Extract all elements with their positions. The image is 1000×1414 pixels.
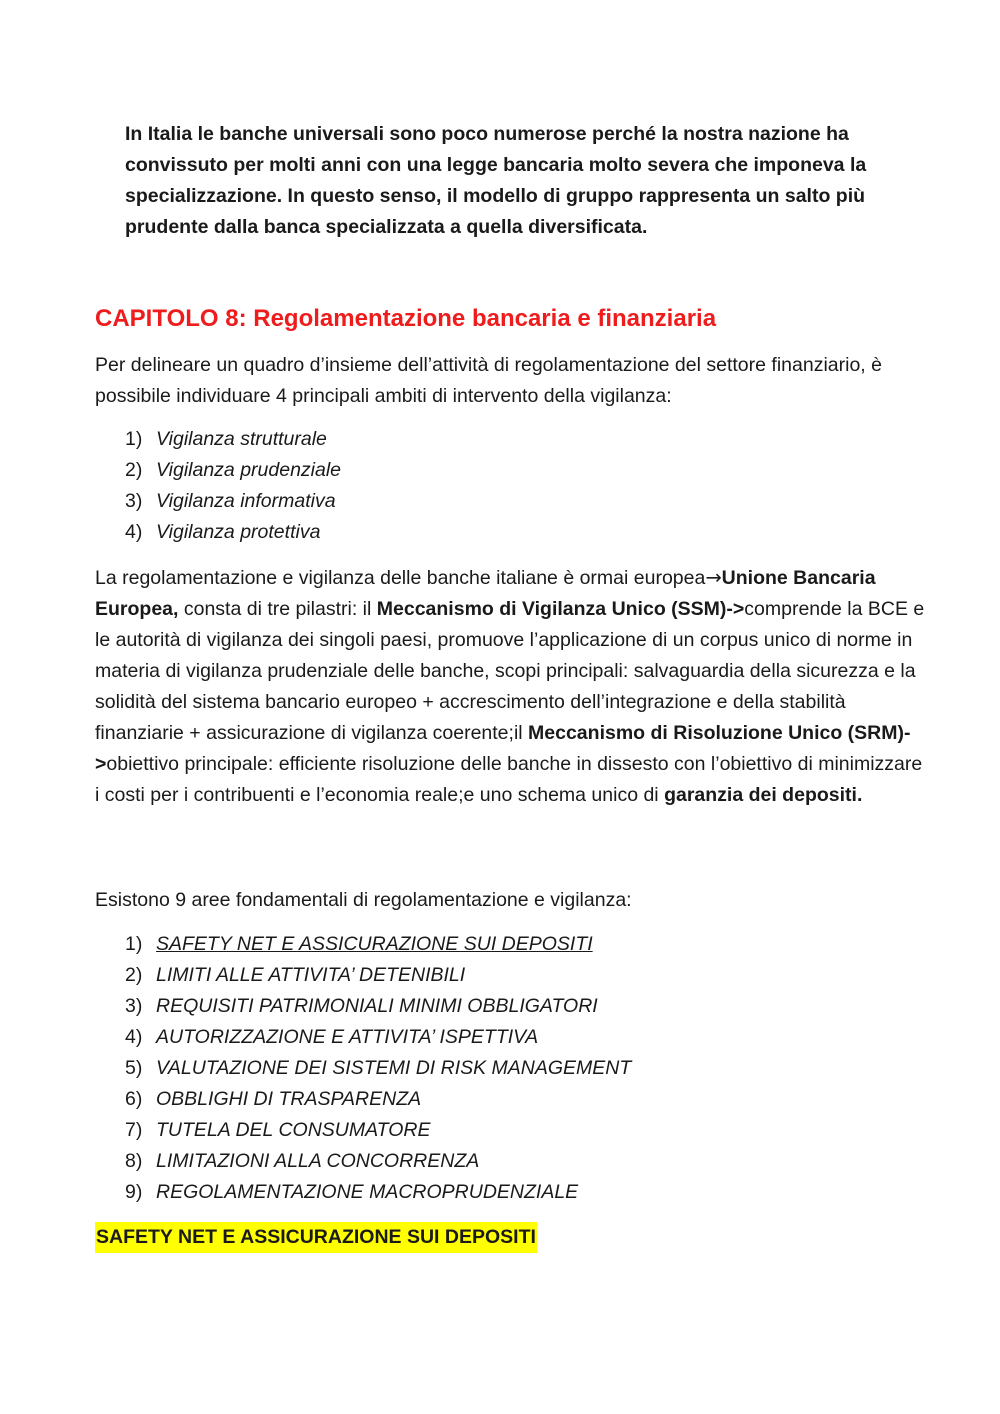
list-item xyxy=(125,424,341,455)
text-segment: obiettivo principale: efficiente risoluzione delle banche in dissesto con l’obiettivo di minimizzare i costi per i contribuenti e l’economia reale;e uno schema unico di xyxy=(95,753,923,806)
list-item-text: TUTELA DEL CONSUMATORE xyxy=(156,1119,431,1141)
list-number: 1) xyxy=(125,428,143,450)
paragraph-aree-intro: Esistono 9 aree fondamentali di regolamentazione e vigilanza: xyxy=(95,889,632,911)
list-item-text: LIMITAZIONI ALLA CONCORRENZA xyxy=(156,1150,480,1172)
text-segment: consta di tre pilastri: il xyxy=(178,598,377,620)
list-number: 1) xyxy=(125,933,143,955)
list-number: 5) xyxy=(125,1057,143,1079)
list-item xyxy=(125,991,631,1022)
list-item xyxy=(125,1115,631,1146)
list-number: 2) xyxy=(125,964,143,986)
list-number: 4) xyxy=(125,1026,143,1048)
list-item xyxy=(125,929,631,960)
bold-term-srm: Meccanismo di Risoluzione Unico (SRM)-> xyxy=(95,722,911,775)
paragraph-unione-bancaria xyxy=(95,562,925,811)
list-item-text: VALUTAZIONE DEI SISTEMI DI RISK MANAGEMENT xyxy=(156,1057,632,1079)
paragraph-vigilanza-intro: Per delineare un quadro d’insieme dell’attività di regolamentazione del settore finanziario, è possibile individuare 4 principali ambiti di intervento della vigilanza: xyxy=(95,354,882,407)
list-item xyxy=(125,1084,631,1115)
list-item xyxy=(125,960,631,991)
arrow-right-icon: → xyxy=(705,566,722,589)
list-item-text: REQUISITI PATRIMONIALI MINIMI OBBLIGATORI xyxy=(156,995,598,1017)
list-item-text: Vigilanza informativa xyxy=(156,490,336,512)
bold-term-ssm: Meccanismo di Vigilanza Unico (SSM)-> xyxy=(376,598,745,620)
list-number: 3) xyxy=(125,995,143,1017)
section-heading-highlighted: SAFETY NET E ASSICURAZIONE SUI DEPOSITI xyxy=(95,1222,537,1253)
list-item-text: AUTORIZZAZIONE E ATTIVITA’ ISPETTIVA xyxy=(156,1026,539,1048)
list-item-text: LIMITI ALLE ATTIVITA’ DETENIBILI xyxy=(156,964,466,986)
aree-list xyxy=(125,929,631,1208)
list-number: 6) xyxy=(125,1088,143,1110)
list-item xyxy=(125,1053,631,1084)
list-number: 8) xyxy=(125,1150,143,1172)
bold-term-unione-bancaria: Unione Bancaria Europea, xyxy=(95,567,876,620)
list-item xyxy=(125,517,341,548)
list-number: 2) xyxy=(125,459,143,481)
list-item xyxy=(125,1146,631,1177)
bold-term-garanzia-depositi: garanzia dei depositi. xyxy=(664,784,863,806)
intro-paragraph: In Italia le banche universali sono poco numerose perché la nostra nazione ha convissuto per molti anni con una legge bancaria molto severa che imponeva la specializzazione. In questo senso, il modello di gruppo rappresenta un salto più prudente dalla banca specializzata a quella diversificata. xyxy=(125,123,867,238)
list-item-text: OBBLIGHI DI TRASPARENZA xyxy=(156,1088,422,1110)
text-segment: comprende la BCE e le autorità di vigilanza dei singoli paesi, promuove l’applicazione di un corpus unico di norme in materia di vigilanza prudenziale delle banche, scopi principali: salvaguardia della sicurezza e la solidità del sistema bancario europeo + accrescimento dell’integrazione e della stabilità finanziarie + assicurazione di vigilanza coerente;il xyxy=(95,598,925,744)
list-item-text: SAFETY NET E ASSICURAZIONE SUI DEPOSITI xyxy=(156,933,593,955)
list-item-text: Vigilanza prudenziale xyxy=(156,459,342,481)
list-item xyxy=(125,1177,631,1208)
chapter-title: CAPITOLO 8: Regolamentazione bancaria e finanziaria xyxy=(95,305,717,332)
list-number: 7) xyxy=(125,1119,143,1141)
list-item-text: Vigilanza strutturale xyxy=(156,428,327,450)
list-item xyxy=(125,486,341,517)
text-segment: La regolamentazione e vigilanza delle banche italiane è ormai europea xyxy=(95,567,706,589)
list-number: 3) xyxy=(125,490,143,512)
list-item-text: Vigilanza protettiva xyxy=(156,521,321,543)
list-item-text: REGOLAMENTAZIONE MACROPRUDENZIALE xyxy=(156,1181,579,1203)
list-item xyxy=(125,1022,631,1053)
vigilanza-list xyxy=(125,424,341,548)
list-number: 9) xyxy=(125,1181,143,1203)
list-number: 4) xyxy=(125,521,143,543)
list-item xyxy=(125,455,341,486)
